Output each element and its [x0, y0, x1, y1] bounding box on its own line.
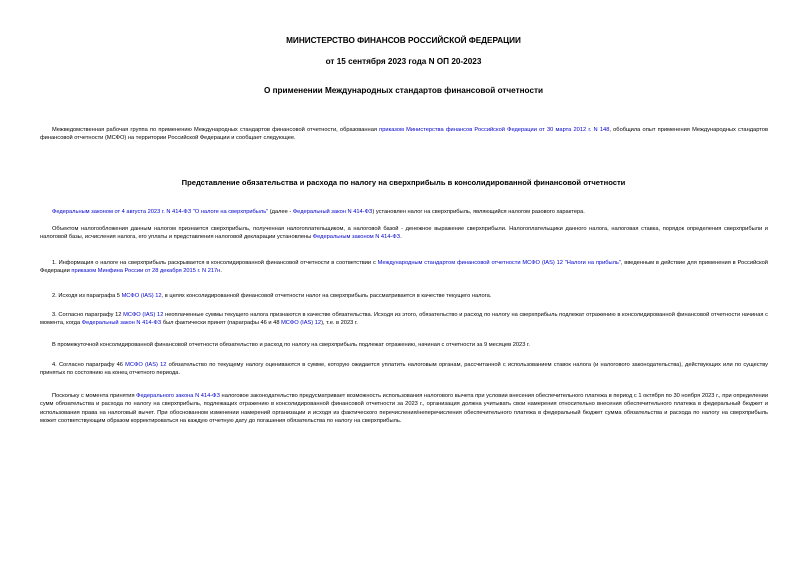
intro-paragraph: [40, 126, 768, 143]
paragraph-1: [40, 259, 768, 276]
p6-text-1: В промежуточной консолидированной финансовой отчетности обязательство и расход по налогу на сверхприбыль подлежат отражению, начиная с отчетности за 9 месяцев 2023 г.: [52, 342, 530, 348]
ias-12-link-p3a[interactable]: МСФО (IAS) 12: [123, 312, 164, 318]
federal-law-414-link-4[interactable]: Федерального закона N 414-ФЗ: [136, 393, 220, 399]
ias-12-link-p4[interactable]: МСФО (IAS) 12: [125, 362, 167, 368]
document-title: О применении Международных стандартов финансовой отчетности: [263, 86, 544, 95]
p4-text-2: , в целях консолидированной финансовой отчетности налог на сверхприбыль рассматривается в качестве текущего налога.: [161, 293, 492, 299]
p4-text-1: 2. Исходя из параграфа 5: [52, 293, 122, 299]
ministry-heading: МИНИСТЕРСТВО ФИНАНСОВ РОССИЙСКОЙ ФЕДЕРАЦИИ: [286, 36, 521, 45]
p5-text-2: неоплаченные суммы текущего налога признаются в качестве обязательства. Исходя из этого, обязательство и расход по налогу на сверхприбыль подлежат отражению в консолидированной финансовой отчетности начиная с момента, когда: [40, 312, 768, 327]
p5-text-4: ), т.е. в 2023 г.: [321, 320, 358, 327]
p8-text-2: налоговое законодательство предусматривает возможность использования налогового вычета при условии внесения обеспечительного платежа в период с 1 октября по 30 ноября 2023 г., при определении сумм обязательства и расхода по налогу на сверхприбыль, подлежащих отражению в консолидированной финансовой отчетности за 2023 г., организация должна учитывать свои намерения относительно внесения обеспечительного платежа в федеральный бюджет и использования права на налоговый вычет. При обоснованном изменении намерений организации и исходя из фактического перечисления/неперечисления обеспечительного платежа в федеральный бюджет сумма обязательства и расхода по налогу на сверхприбыль может соответствующим образом корректироваться на каждую отчетную дату до погашения обязательства по налогу на сверхприбыль.: [40, 393, 768, 425]
paragraph-4: [40, 361, 768, 378]
p3-text-2: , введенным в действие для применения в Российской Федерации: [40, 260, 768, 275]
ias-12-link-p2[interactable]: МСФО (IAS) 12: [121, 293, 162, 299]
ias-12-standard-link[interactable]: Международным стандартом финансовой отчетности МСФО (IAS) 12 "Налоги на прибыль": [377, 260, 621, 266]
paragraph-taxation-object: [40, 225, 768, 242]
federal-law-414-link-3[interactable]: Федеральный закон N 414-ФЗ: [81, 320, 162, 327]
p2-text-1: Объектом налогообложения данным налогом признается сверхприбыль, полученная налогоплательщиком, а налоговой базой - денежное выражение сверхприбыли. Налогоплательщики данного налога, налоговая ставка, порядок определения сверхприбыли и налоговой базы, исчисления налога, его уплаты и представления налоговой декларации установлены: [40, 226, 768, 241]
p1-text-2: ) установлен налог на сверхприбыль, являющийся налогом разового характера.: [372, 209, 585, 215]
ias-12-link-p3b[interactable]: МСФО (IAS) 12: [281, 320, 322, 327]
p5-text-1: 3. Согласно параграфу 12: [52, 312, 124, 318]
document-date-number: от 15 сентября 2023 года N ОП 20-2023: [325, 57, 482, 66]
order-148-link[interactable]: приказом Министерства финансов Российской Федерации от 30 марта 2012 г. N 148: [379, 127, 610, 133]
p3-text-1: 1. Информация о налоге на сверхприбыль раскрывается в консолидированной финансовой отчетности в соответствии с: [52, 260, 378, 266]
paragraph-law-intro: [40, 208, 768, 216]
paragraph-deduction: [40, 392, 768, 426]
p5-text-3: был фактически принят (параграфы 46 и 48: [161, 320, 282, 327]
section-title: Представление обязательства и расхода по налогу на сверхприбыль в консолидированной финансовой отчетности: [181, 178, 626, 187]
p3-text-3: .: [220, 268, 222, 275]
paragraph-2: [40, 292, 768, 300]
p2-text-2: .: [400, 234, 402, 241]
federal-law-414-link[interactable]: Федеральным законом от 4 августа 2023 г. N 414-ФЗ "О налоге на сверхприбыль": [52, 209, 269, 215]
p7-text-1: 4. Согласно параграфу 46: [52, 362, 126, 368]
federal-law-414-short-link[interactable]: Федеральный закон N 414-ФЗ: [292, 209, 373, 215]
p1-text-1: (далее -: [268, 209, 293, 215]
intro-text-2: , обобщила опыт применения Международных стандартов финансовой отчетности (МСФО) на территории Российской Федерации и сообщает следующее.: [40, 127, 768, 142]
paragraph-3: [40, 311, 768, 328]
paragraph-interim: [40, 341, 768, 349]
federal-law-414-link-2[interactable]: Федеральным законом N 414-ФЗ: [312, 234, 401, 241]
intro-text-1: Межведомственная рабочая группа по применению Международных стандартов финансовой отчетности, образованная: [52, 127, 380, 133]
p7-text-2: обязательство по текущему налогу оцениваются в сумме, которую ожидается уплатить налоговым органам, рассчитанной с использованием ставок налога (и налогового законодательства), действующих или по существу принятых по состоянию на конец отчетного периода.: [40, 362, 768, 377]
minfin-order-217n-link[interactable]: приказом Минфина России от 28 декабря 2015 г. N 217н: [71, 268, 221, 275]
p8-text-1: Поскольку с момента принятия: [52, 393, 137, 399]
